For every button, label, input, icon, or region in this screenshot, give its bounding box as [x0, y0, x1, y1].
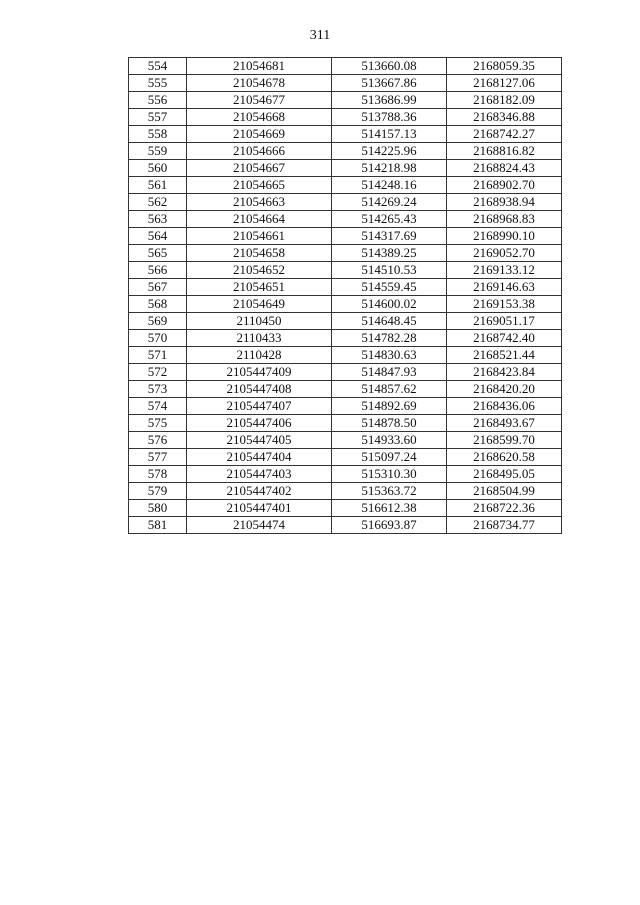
y-coordinate-cell: 2168722.36 — [447, 500, 562, 517]
row-number-cell: 571 — [129, 347, 187, 364]
point-id-cell: 2105447409 — [187, 364, 332, 381]
y-coordinate-cell: 2168346.88 — [447, 109, 562, 126]
y-coordinate-cell: 2168742.40 — [447, 330, 562, 347]
x-coordinate-cell: 516612.38 — [332, 500, 447, 517]
x-coordinate-cell: 514782.28 — [332, 330, 447, 347]
point-id-cell: 21054665 — [187, 177, 332, 194]
row-number-cell: 557 — [129, 109, 187, 126]
table-row — [129, 211, 562, 228]
y-coordinate-cell: 2169153.38 — [447, 296, 562, 313]
x-coordinate-cell: 514225.96 — [332, 143, 447, 160]
row-number-cell: 569 — [129, 313, 187, 330]
table-row — [129, 415, 562, 432]
row-number-cell: 561 — [129, 177, 187, 194]
row-number-cell: 580 — [129, 500, 187, 517]
row-number-cell: 566 — [129, 262, 187, 279]
table-row — [129, 262, 562, 279]
row-number-cell: 581 — [129, 517, 187, 534]
coordinates-table — [128, 57, 562, 534]
row-number-cell: 559 — [129, 143, 187, 160]
row-number-cell: 563 — [129, 211, 187, 228]
y-coordinate-cell: 2168127.06 — [447, 75, 562, 92]
x-coordinate-cell: 514218.98 — [332, 160, 447, 177]
table-row — [129, 449, 562, 466]
x-coordinate-cell: 514389.25 — [332, 245, 447, 262]
table-row — [129, 432, 562, 449]
row-number-cell: 575 — [129, 415, 187, 432]
x-coordinate-cell: 514857.62 — [332, 381, 447, 398]
x-coordinate-cell: 513686.99 — [332, 92, 447, 109]
row-number-cell: 574 — [129, 398, 187, 415]
y-coordinate-cell: 2168423.84 — [447, 364, 562, 381]
y-coordinate-cell: 2168816.82 — [447, 143, 562, 160]
table-row — [129, 398, 562, 415]
point-id-cell: 21054658 — [187, 245, 332, 262]
x-coordinate-cell: 514892.69 — [332, 398, 447, 415]
row-number-cell: 573 — [129, 381, 187, 398]
point-id-cell: 2105447406 — [187, 415, 332, 432]
x-coordinate-cell: 514847.93 — [332, 364, 447, 381]
point-id-cell: 21054678 — [187, 75, 332, 92]
point-id-cell: 21054668 — [187, 109, 332, 126]
x-coordinate-cell: 513667.86 — [332, 75, 447, 92]
point-id-cell: 21054663 — [187, 194, 332, 211]
point-id-cell: 2105447404 — [187, 449, 332, 466]
row-number-cell: 577 — [129, 449, 187, 466]
x-coordinate-cell: 514248.16 — [332, 177, 447, 194]
x-coordinate-cell: 514878.50 — [332, 415, 447, 432]
point-id-cell: 2105447408 — [187, 381, 332, 398]
y-coordinate-cell: 2168599.70 — [447, 432, 562, 449]
table-row — [129, 177, 562, 194]
point-id-cell: 21054667 — [187, 160, 332, 177]
table-row — [129, 75, 562, 92]
point-id-cell: 21054651 — [187, 279, 332, 296]
point-id-cell: 21054666 — [187, 143, 332, 160]
point-id-cell: 21054652 — [187, 262, 332, 279]
point-id-cell: 21054677 — [187, 92, 332, 109]
table-row — [129, 109, 562, 126]
y-coordinate-cell: 2168495.05 — [447, 466, 562, 483]
point-id-cell: 21054474 — [187, 517, 332, 534]
table-row — [129, 517, 562, 534]
y-coordinate-cell: 2168182.09 — [447, 92, 562, 109]
point-id-cell: 21054664 — [187, 211, 332, 228]
row-number-cell: 578 — [129, 466, 187, 483]
row-number-cell: 570 — [129, 330, 187, 347]
y-coordinate-cell: 2169051.17 — [447, 313, 562, 330]
point-id-cell: 2110433 — [187, 330, 332, 347]
point-id-cell: 2105447403 — [187, 466, 332, 483]
x-coordinate-cell: 516693.87 — [332, 517, 447, 534]
table-row — [129, 364, 562, 381]
point-id-cell: 2110450 — [187, 313, 332, 330]
row-number-cell: 555 — [129, 75, 187, 92]
point-id-cell: 21054681 — [187, 58, 332, 75]
table-row — [129, 126, 562, 143]
table-row — [129, 58, 562, 75]
x-coordinate-cell: 514157.13 — [332, 126, 447, 143]
table-row — [129, 381, 562, 398]
table-row — [129, 92, 562, 109]
table-row — [129, 296, 562, 313]
point-id-cell: 2110428 — [187, 347, 332, 364]
x-coordinate-cell: 514933.60 — [332, 432, 447, 449]
row-number-cell: 564 — [129, 228, 187, 245]
x-coordinate-cell: 515097.24 — [332, 449, 447, 466]
y-coordinate-cell: 2168990.10 — [447, 228, 562, 245]
coordinates-table-body — [129, 58, 562, 534]
point-id-cell: 2105447407 — [187, 398, 332, 415]
table-row — [129, 466, 562, 483]
row-number-cell: 554 — [129, 58, 187, 75]
table-row — [129, 330, 562, 347]
table-row — [129, 483, 562, 500]
point-id-cell: 21054649 — [187, 296, 332, 313]
y-coordinate-cell: 2168938.94 — [447, 194, 562, 211]
page-number: 311 — [309, 28, 331, 43]
table-row — [129, 160, 562, 177]
y-coordinate-cell: 2168504.99 — [447, 483, 562, 500]
table-row — [129, 245, 562, 262]
y-coordinate-cell: 2168493.67 — [447, 415, 562, 432]
row-number-cell: 558 — [129, 126, 187, 143]
y-coordinate-cell: 2168824.43 — [447, 160, 562, 177]
table-row — [129, 143, 562, 160]
y-coordinate-cell: 2169146.63 — [447, 279, 562, 296]
y-coordinate-cell: 2168620.58 — [447, 449, 562, 466]
point-id-cell: 21054669 — [187, 126, 332, 143]
table-row — [129, 500, 562, 517]
point-id-cell: 2105447401 — [187, 500, 332, 517]
table-row — [129, 347, 562, 364]
row-number-cell: 576 — [129, 432, 187, 449]
x-coordinate-cell: 514510.53 — [332, 262, 447, 279]
y-coordinate-cell: 2168521.44 — [447, 347, 562, 364]
point-id-cell: 2105447405 — [187, 432, 332, 449]
table-row — [129, 313, 562, 330]
row-number-cell: 565 — [129, 245, 187, 262]
x-coordinate-cell: 515310.30 — [332, 466, 447, 483]
row-number-cell: 568 — [129, 296, 187, 313]
x-coordinate-cell: 514830.63 — [332, 347, 447, 364]
y-coordinate-cell: 2168059.35 — [447, 58, 562, 75]
x-coordinate-cell: 514600.02 — [332, 296, 447, 313]
x-coordinate-cell: 514269.24 — [332, 194, 447, 211]
y-coordinate-cell: 2168436.06 — [447, 398, 562, 415]
y-coordinate-cell: 2169133.12 — [447, 262, 562, 279]
y-coordinate-cell: 2168734.77 — [447, 517, 562, 534]
y-coordinate-cell: 2168742.27 — [447, 126, 562, 143]
table-row — [129, 228, 562, 245]
x-coordinate-cell: 514265.43 — [332, 211, 447, 228]
row-number-cell: 556 — [129, 92, 187, 109]
row-number-cell: 567 — [129, 279, 187, 296]
x-coordinate-cell: 514559.45 — [332, 279, 447, 296]
table-row — [129, 279, 562, 296]
row-number-cell: 562 — [129, 194, 187, 211]
point-id-cell: 21054661 — [187, 228, 332, 245]
y-coordinate-cell: 2168420.20 — [447, 381, 562, 398]
x-coordinate-cell: 514648.45 — [332, 313, 447, 330]
y-coordinate-cell: 2168902.70 — [447, 177, 562, 194]
y-coordinate-cell: 2168968.83 — [447, 211, 562, 228]
row-number-cell: 579 — [129, 483, 187, 500]
row-number-cell: 572 — [129, 364, 187, 381]
x-coordinate-cell: 513660.08 — [332, 58, 447, 75]
x-coordinate-cell: 514317.69 — [332, 228, 447, 245]
x-coordinate-cell: 513788.36 — [332, 109, 447, 126]
table-row — [129, 194, 562, 211]
x-coordinate-cell: 515363.72 — [332, 483, 447, 500]
row-number-cell: 560 — [129, 160, 187, 177]
point-id-cell: 2105447402 — [187, 483, 332, 500]
y-coordinate-cell: 2169052.70 — [447, 245, 562, 262]
